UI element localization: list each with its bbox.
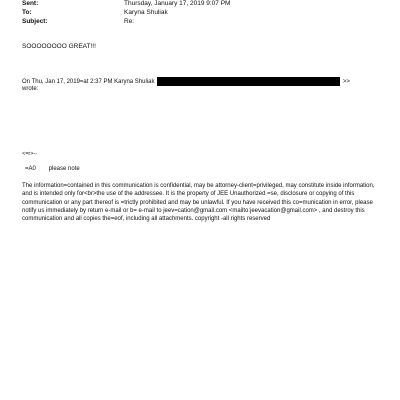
sent-value: Thursday, January 17, 2019 9:07 PM: [124, 0, 231, 7]
quote-prefix: On Thu, Jan 17, 2019=at 2:37 PM Karyna Shuliak: [22, 79, 155, 86]
confidentiality-disclaimer: [22, 182, 380, 223]
to-row: [22, 9, 382, 18]
disclaimer-text: The information=contained in this communication is confidential, may be attorney-client=privileged, may constitute inside information, and is intended only for<br>the use of the addressee. It is the property of JEE Unauthorized =se, disclosure or copying of this communication or any part thereof is =trictly prohibited and may be unlawful. If you have received this co=munication in error, please notify us immediately by return e-mail or b= e-mail to jeev=cation@gmail.com <mailto:jeevacation@gmail.com> , and destroy this communication and all copies the=eof, including all attachments. copyright -all rights reserved: [22, 183, 375, 223]
note-text: please note: [48, 166, 80, 172]
note-line: [25, 166, 80, 174]
to-value: Karyna Shuliak: [124, 9, 168, 16]
subject-label: Subject:: [22, 18, 48, 25]
quote-attribution: [22, 77, 350, 87]
subject-value: Re:: [124, 18, 135, 25]
subject-row: [22, 18, 382, 27]
to-label: To:: [22, 9, 32, 16]
quote-suffix: >>: [342, 79, 350, 86]
redaction-bar: [157, 77, 340, 86]
note-code: =A0: [25, 166, 36, 172]
wrote-text: wrote:: [22, 86, 39, 92]
greeting-text: SOOOOOOOO GREAT!!!: [22, 43, 96, 50]
email-header: [22, 0, 382, 27]
sent-label: Sent:: [22, 0, 39, 7]
sent-row: [22, 0, 382, 9]
separator-text: <=r>--: [22, 151, 38, 157]
